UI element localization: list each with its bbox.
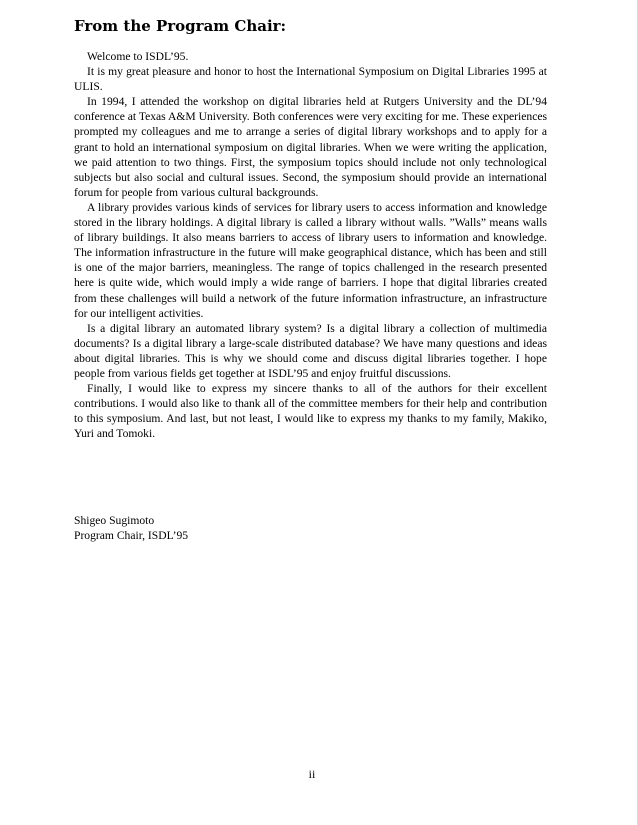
paragraph-history: In 1994, I attended the workshop on digital libraries held at Rutgers University and the DL’94 conference at Texas A&M University. Both conferences were very exciting for me. These experiences prompted my colleagues and me to arrange a series of digital library workshops and to apply for a grant to hold an international symposium on digital libraries. When we were writing the application, we paid attention to two things. First, the symposium topics should include not only technological subjects but also social and cultural issues. Second, the symposium should provide an international forum for people from various cultural backgrounds. — [74, 95, 547, 199]
page-number: ii — [308, 767, 316, 781]
signature-title: Program Chair, ISDL’95 — [74, 529, 189, 543]
document-body — [74, 16, 547, 441]
signature-block — [74, 513, 188, 543]
paragraph-welcome: Welcome to ISDL’95. — [87, 50, 189, 63]
paragraph-honor: It is my great pleasure and honor to host the International Symposium on Digital Libraries 1995 at ULIS. — [74, 65, 547, 94]
paragraph-thanks: Finally, I would like to express my sincere thanks to all of the authors for their excellent contributions. I would also like to thank all of the committee members for their help and contribution to this symposium. And last, but not least, I would like to express my thanks to my family, Makiko, Yuri and Tomoki. — [74, 382, 547, 441]
signature-name: Shigeo Sugimoto — [74, 514, 155, 527]
paragraph-library-services: A library provides various kinds of services for library users to access information and knowledge stored in the library holdings. A digital library is called a library without walls. ”Walls” means walls of library buildings. It also means barriers to access of library users to information and knowledge. The information infrastructure in the future will make geographical distance, which has been and still is one of the major barriers, meaningless. The range of topics challenged in the research presented here is quite wide, which would imply a wide range of barriers. I hope that digital libraries created from these challenges will build a network of the future information infrastructure, an infrastructure for our intelligent activities. — [74, 200, 547, 320]
paragraph-questions: Is a digital library an automated library system? Is a digital library a collection of multimedia documents? Is a digital library a large-scale distributed database? We have many questions and ideas about digital libraries. This is why we should come and discuss digital libraries together. I hope people from various fields get together at ISDL’95 and enjoy fruitful discussions. — [74, 321, 547, 380]
page-title: From the Program Chair: — [74, 17, 287, 35]
